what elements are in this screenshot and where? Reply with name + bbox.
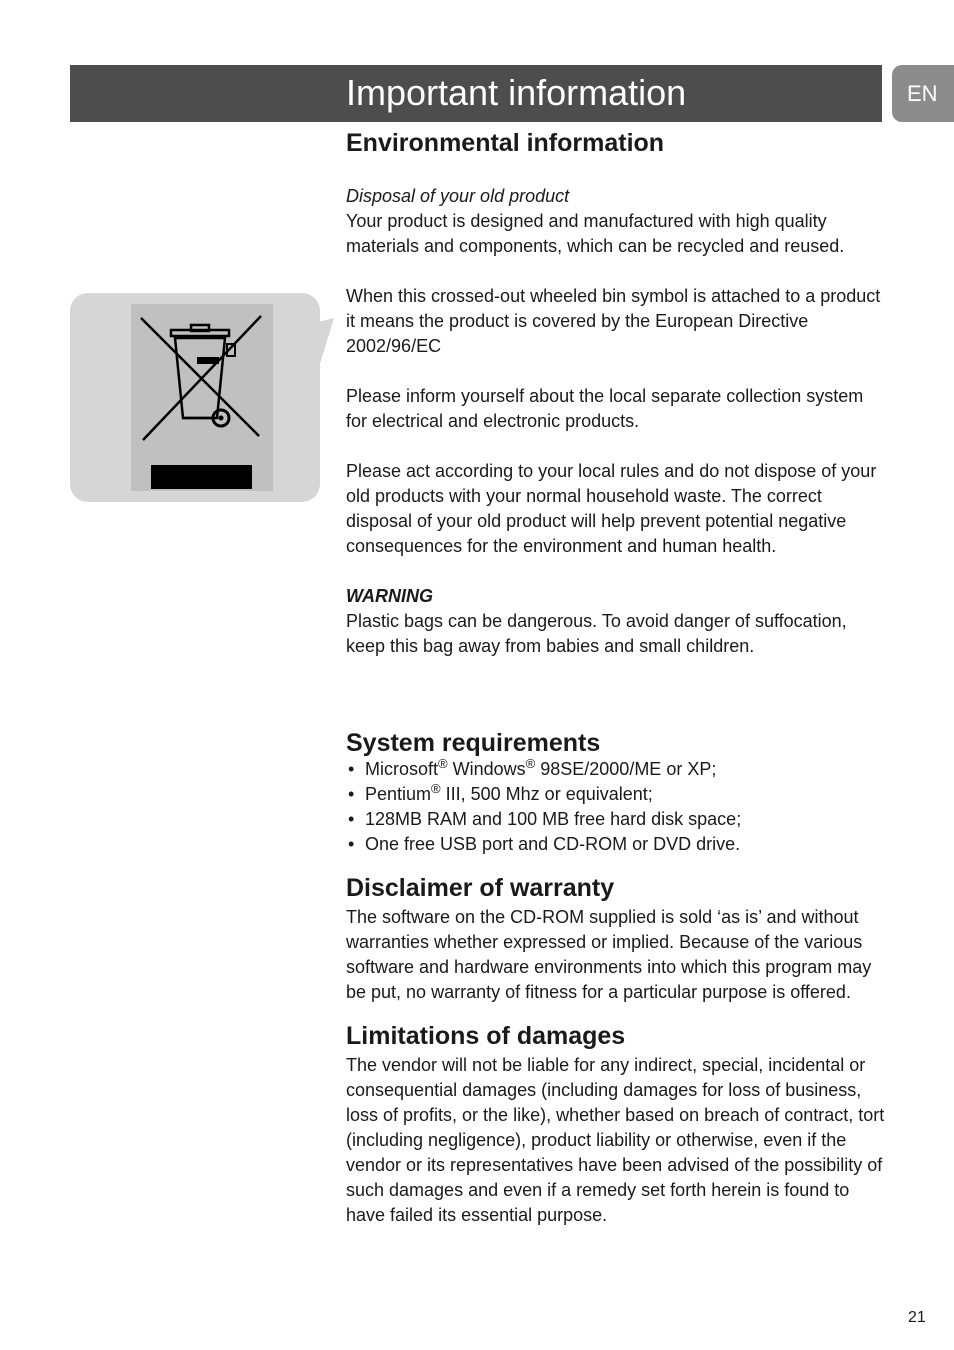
env-paragraph-3: Please inform yourself about the local separate collection system for electrical and electronic products. <box>346 386 864 431</box>
crossed-out-wheeled-bin-icon <box>131 304 273 491</box>
warning-label: WARNING <box>346 586 433 606</box>
page-number: 21 <box>908 1309 926 1326</box>
requirements-list <box>346 757 886 857</box>
env-paragraph-4: Please act according to your local rules and do not dispose of your old products with your normal household waste. The correct disposal of your old product will help prevent potential negative consequences for the environment and human health. <box>346 461 877 556</box>
limitations-section <box>346 1020 886 1228</box>
title-bar <box>70 65 882 122</box>
page-title: Important information <box>346 72 687 113</box>
limitations-text: The vendor will not be liable for any indirect, special, incidental or consequential damages (including damages for loss of business, loss of profits, or the like), whether based on breach of contract, tort (including negligence), product liability or otherwise, even if the vendor or its representatives have been advised of the possibility of such damages and even if a remedy set forth herein is found to have failed its essential purpose. <box>346 1055 885 1225</box>
language-tab: EN <box>892 65 954 122</box>
env-paragraph-1: Your product is designed and manufactured with high quality materials and components, which can be recycled and reused. <box>346 211 845 256</box>
disclaimer-text: The software on the CD-ROM supplied is sold ‘as is’ and without warranties whether expressed or implied. Because of the various software and hardware environments into which this program may be put, no warranty of fitness for a particular purpose is offered. <box>346 907 872 1002</box>
environmental-heading: Environmental information <box>346 129 665 157</box>
panel-pointer <box>318 318 334 364</box>
env-paragraph-2: When this crossed-out wheeled bin symbol is attached to a product it means the product is covered by the European Directive 2002/96/EC <box>346 286 881 356</box>
list-item: • 128MB RAM and 100 MB free hard disk space; <box>346 807 886 832</box>
system-requirements-heading: System requirements <box>346 729 601 757</box>
main-content <box>346 126 886 1228</box>
warning-text: Plastic bags can be dangerous. To avoid danger of suffocation, keep this bag away from babies and small children. <box>346 611 847 656</box>
environmental-section <box>346 126 886 659</box>
system-requirements-section <box>346 730 886 857</box>
list-item: • One free USB port and CD-ROM or DVD drive. <box>346 832 886 857</box>
limitations-heading: Limitations of damages <box>346 1022 626 1050</box>
list-item: • Pentium® III, 500 Mhz or equivalent; <box>346 782 886 807</box>
disclaimer-section <box>346 872 886 1005</box>
list-item: • Microsoft® Windows® 98SE/2000/ME or XP; <box>346 757 886 782</box>
disclaimer-heading: Disclaimer of warranty <box>346 874 615 902</box>
disposal-subheading: Disposal of your old product <box>346 186 570 206</box>
